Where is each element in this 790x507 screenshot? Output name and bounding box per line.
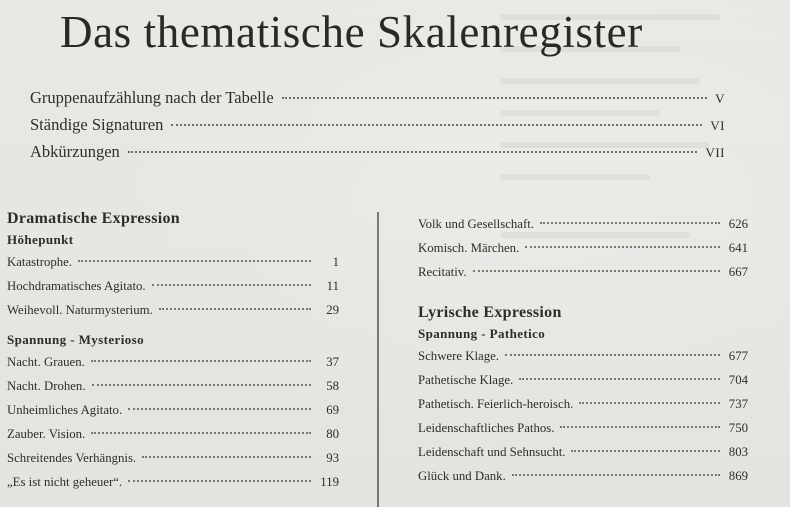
entry-page: 58 (326, 379, 339, 393)
dot-leader (159, 308, 311, 310)
toc-page: VI (710, 118, 725, 133)
index-entry (418, 260, 748, 284)
dot-leader (128, 408, 311, 410)
entry-page: 704 (728, 373, 748, 387)
entry-page: 667 (728, 265, 748, 279)
group-title: Spannung - Mysterioso (7, 332, 144, 347)
dot-leader (560, 426, 720, 428)
index-entry (418, 236, 748, 260)
dot-leader (142, 456, 311, 458)
entry-label: Schreitendes Verhängnis. (7, 451, 137, 465)
index-entry (418, 464, 748, 488)
spacer (418, 284, 748, 302)
entry-label: Recitativ. (418, 265, 467, 279)
dot-leader (519, 378, 720, 380)
entry-label: Leidenschaft und Sehnsucht. (418, 445, 566, 459)
dot-leader (473, 270, 720, 272)
dot-leader (128, 480, 311, 482)
index-entry (7, 298, 339, 322)
entry-page: 869 (728, 469, 748, 483)
entry-page: 119 (320, 475, 339, 489)
entry-page: 80 (326, 427, 339, 441)
entry-label: „Es ist nicht geheuer“. (7, 475, 123, 489)
toc-row (30, 142, 725, 169)
index-entry (7, 446, 339, 470)
entry-page: 69 (326, 403, 339, 417)
group-title: Höhepunkt (7, 232, 74, 247)
page-title: Das thematische Skalenregister (60, 7, 643, 57)
entry-label: Nacht. Grauen. (7, 355, 85, 369)
entry-label: Glück und Dank. (418, 469, 506, 483)
toc-row (30, 115, 725, 142)
toc-page: V (715, 91, 725, 106)
dot-leader (579, 402, 720, 404)
entry-label: Nacht. Drohen. (7, 379, 86, 393)
dot-leader (571, 450, 720, 452)
entry-page: 11 (326, 279, 339, 293)
dot-leader (91, 360, 311, 362)
dot-leader (78, 260, 311, 262)
entry-label: Weihevoll. Naturmysterium. (7, 303, 153, 317)
toc-row (30, 88, 725, 115)
right-column (418, 212, 748, 488)
entry-page: 37 (326, 355, 339, 369)
index-entry (418, 392, 748, 416)
dot-leader (128, 151, 698, 153)
entry-page: 93 (326, 451, 339, 465)
dot-leader (525, 246, 720, 248)
index-entry (418, 440, 748, 464)
index-entry (418, 416, 748, 440)
group-title: Spannung - Pathetico (418, 326, 546, 341)
toc-label: Ständige Signaturen (30, 115, 164, 134)
index-entry (418, 212, 748, 236)
column-divider (377, 212, 379, 507)
entry-label: Zauber. Vision. (7, 427, 86, 441)
index-entry (7, 350, 339, 374)
dot-leader (152, 284, 311, 286)
entry-label: Leidenschaftliches Pathos. (418, 421, 555, 435)
entry-page: 641 (728, 241, 748, 255)
dot-leader (91, 432, 311, 434)
entry-page: 737 (728, 397, 748, 411)
index-entry (7, 398, 339, 422)
toc-label: Abkürzungen (30, 142, 120, 161)
entry-page: 750 (728, 421, 748, 435)
entry-label: Katastrophe. (7, 255, 73, 269)
section-title: Dramatische Expression (7, 210, 180, 227)
dot-leader (92, 384, 311, 386)
entry-page: 29 (326, 303, 339, 317)
index-entry (7, 470, 339, 494)
dot-leader (540, 222, 720, 224)
section-title: Lyrische Expression (418, 304, 562, 321)
dot-leader (512, 474, 720, 476)
entry-label: Schwere Klage. (418, 349, 500, 363)
dot-leader (505, 354, 720, 356)
entry-page: 626 (728, 217, 748, 231)
toc-label: Gruppenaufzählung nach der Tabelle (30, 88, 274, 107)
table-of-contents (30, 88, 725, 169)
index-entry (418, 344, 748, 368)
spacer (7, 322, 339, 330)
entry-label: Pathetische Klage. (418, 373, 514, 387)
left-column (7, 208, 339, 494)
dot-leader (282, 97, 707, 99)
entry-label: Unheimliches Agitato. (7, 403, 123, 417)
entry-label: Volk und Gesellschaft. (418, 217, 534, 231)
index-entry (7, 374, 339, 398)
index-entry (7, 250, 339, 274)
toc-page: VII (705, 145, 725, 160)
entry-label: Komisch. Märchen. (418, 241, 520, 255)
entry-label: Pathetisch. Feierlich-heroisch. (418, 397, 574, 411)
index-entry (418, 368, 748, 392)
dot-leader (171, 124, 702, 126)
entry-page: 803 (728, 445, 748, 459)
entry-page: 677 (728, 349, 748, 363)
entry-page: 1 (332, 255, 339, 269)
index-entry (7, 422, 339, 446)
index-entry (7, 274, 339, 298)
entry-label: Hochdramatisches Agitato. (7, 279, 146, 293)
